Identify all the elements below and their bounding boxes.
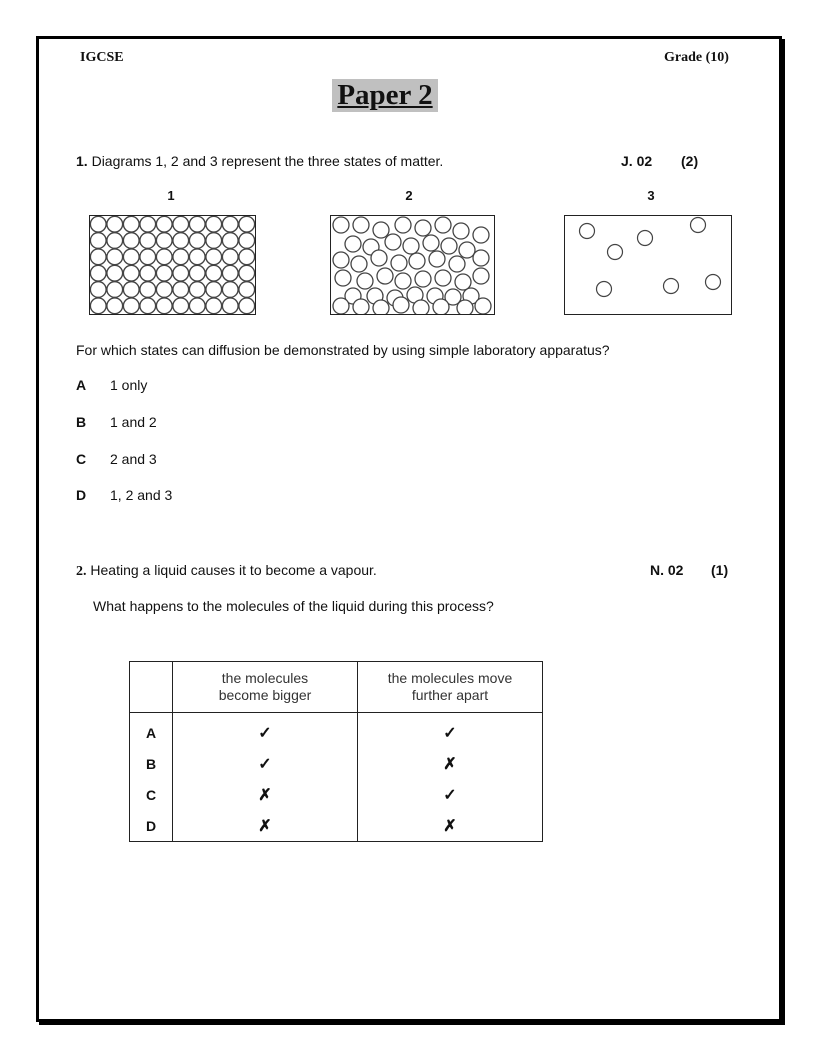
particle	[189, 249, 205, 265]
particle	[123, 249, 139, 265]
particle	[123, 282, 139, 298]
question-2-marks: (1)	[711, 562, 729, 578]
row-letter: C	[130, 779, 173, 810]
particle	[423, 235, 439, 251]
particle	[395, 273, 411, 289]
particle	[638, 231, 653, 246]
particle	[173, 249, 189, 265]
particle	[391, 255, 407, 271]
particle	[222, 216, 238, 232]
particle	[189, 265, 205, 281]
particle	[353, 217, 369, 233]
particle	[222, 249, 238, 265]
cross-icon: ✗	[358, 748, 543, 779]
particle	[107, 265, 123, 281]
particle	[597, 282, 612, 297]
particle	[413, 300, 429, 314]
particle	[123, 265, 139, 281]
row-letter: A	[130, 713, 173, 749]
paper-title: Paper 2	[332, 79, 438, 112]
particle	[173, 298, 189, 314]
question-2-text: Heating a liquid causes it to become a vapour.	[90, 562, 377, 578]
particle	[415, 220, 431, 236]
particle	[239, 216, 255, 232]
cross-icon: ✗	[173, 779, 358, 810]
particle	[441, 238, 457, 254]
particle	[107, 249, 123, 265]
particle	[333, 298, 349, 314]
particle	[156, 265, 172, 281]
question-1-marks: (2)	[681, 153, 699, 169]
particle	[239, 282, 255, 298]
particle	[429, 251, 445, 267]
table-header-row	[130, 662, 543, 713]
diagram-1-label: 1	[167, 188, 175, 203]
particle	[433, 299, 449, 314]
particle	[239, 298, 255, 314]
option-a[interactable]: A 1 only	[76, 377, 148, 393]
question-2-prompt: What happens to the molecules of the liquid during this process?	[93, 598, 494, 614]
particle	[206, 216, 222, 232]
particle	[123, 233, 139, 249]
particle	[475, 298, 491, 314]
particle	[473, 250, 489, 266]
table-row[interactable]	[130, 779, 543, 810]
particle	[664, 279, 679, 294]
header-apart: the molecules move further apart	[358, 662, 543, 713]
header-blank	[130, 662, 173, 713]
particle	[156, 249, 172, 265]
particle	[335, 270, 351, 286]
particle	[239, 249, 255, 265]
particle	[473, 227, 489, 243]
particle	[107, 233, 123, 249]
course-label: IGCSE	[80, 50, 124, 65]
diagram-liquid	[330, 215, 495, 315]
particle	[90, 265, 106, 281]
particle	[435, 270, 451, 286]
diagram-2-label: 2	[405, 188, 413, 203]
particle	[140, 298, 156, 314]
check-icon: ✓	[173, 748, 358, 779]
check-icon: ✓	[358, 779, 543, 810]
particle	[140, 233, 156, 249]
particle	[395, 217, 411, 233]
particle	[457, 300, 473, 314]
particle	[140, 249, 156, 265]
liquid-particles	[331, 216, 494, 314]
particle	[333, 252, 349, 268]
particle	[222, 265, 238, 281]
particle	[90, 298, 106, 314]
particle	[333, 217, 349, 233]
gas-particles	[565, 216, 731, 314]
question-1-prompt: For which states can diffusion be demonstrated by using simple laboratory apparatus?	[76, 342, 610, 358]
particle	[415, 271, 431, 287]
header-bigger: the molecules become bigger	[173, 662, 358, 713]
particle	[222, 233, 238, 249]
particle	[706, 275, 721, 290]
particle	[123, 298, 139, 314]
page-border	[36, 36, 782, 1022]
answer-table	[129, 661, 543, 842]
particle	[90, 249, 106, 265]
question-1-text: Diagrams 1, 2 and 3 represent the three states of matter.	[91, 153, 444, 169]
particle	[156, 282, 172, 298]
particle	[189, 298, 205, 314]
particle	[156, 233, 172, 249]
particle	[189, 216, 205, 232]
particle	[206, 282, 222, 298]
option-d[interactable]: D 1, 2 and 3	[76, 487, 173, 503]
cross-icon: ✗	[173, 810, 358, 842]
table-row[interactable]	[130, 810, 543, 842]
diagram-solid	[89, 215, 256, 315]
question-2-number: 2.	[76, 564, 87, 579]
particle	[357, 273, 373, 289]
particle	[206, 298, 222, 314]
particle	[189, 233, 205, 249]
particle	[107, 298, 123, 314]
diagram-gas	[564, 215, 732, 315]
question-2-stem	[76, 562, 377, 580]
particle	[373, 300, 389, 314]
question-1-ref: J. 02	[621, 153, 653, 169]
particle	[206, 249, 222, 265]
particle	[140, 216, 156, 232]
particle	[435, 217, 451, 233]
particle	[608, 245, 623, 260]
particle	[403, 238, 419, 254]
particle	[449, 256, 465, 272]
check-icon: ✓	[358, 713, 543, 749]
particle	[90, 216, 106, 232]
particle	[393, 297, 409, 313]
particle	[156, 298, 172, 314]
particle	[239, 233, 255, 249]
option-b[interactable]: B 1 and 2	[76, 414, 157, 430]
table-row[interactable]	[130, 713, 543, 749]
particle	[156, 216, 172, 232]
option-c[interactable]: C 2 and 3	[76, 451, 157, 467]
particle	[345, 236, 361, 252]
solid-particles	[90, 216, 255, 314]
particle	[409, 253, 425, 269]
particle	[123, 216, 139, 232]
question-2-ref: N. 02	[650, 562, 684, 578]
table-row[interactable]	[130, 748, 543, 779]
question-1-number: 1.	[76, 153, 88, 169]
particle	[206, 233, 222, 249]
particle	[189, 282, 205, 298]
particle	[107, 282, 123, 298]
particle	[351, 256, 367, 272]
particle	[173, 265, 189, 281]
grade-label: Grade (10)	[664, 50, 729, 65]
particle	[90, 282, 106, 298]
particle	[90, 233, 106, 249]
particle	[140, 282, 156, 298]
row-letter: D	[130, 810, 173, 842]
particle	[222, 298, 238, 314]
particle	[107, 216, 123, 232]
particle	[206, 265, 222, 281]
particle	[453, 223, 469, 239]
row-letter: B	[130, 748, 173, 779]
check-icon: ✓	[173, 713, 358, 749]
particle	[455, 274, 471, 290]
particle	[173, 233, 189, 249]
particle	[173, 282, 189, 298]
particle	[222, 282, 238, 298]
particle	[459, 242, 475, 258]
diagram-3-label: 3	[647, 188, 655, 203]
particle	[173, 216, 189, 232]
particle	[473, 268, 489, 284]
question-1-stem	[76, 153, 443, 169]
particle	[239, 265, 255, 281]
particle	[385, 234, 401, 250]
particle	[373, 222, 389, 238]
particle	[140, 265, 156, 281]
particle	[691, 218, 706, 233]
cross-icon: ✗	[358, 810, 543, 842]
particle	[580, 224, 595, 239]
particle	[371, 250, 387, 266]
particle	[377, 268, 393, 284]
particle	[353, 299, 369, 314]
